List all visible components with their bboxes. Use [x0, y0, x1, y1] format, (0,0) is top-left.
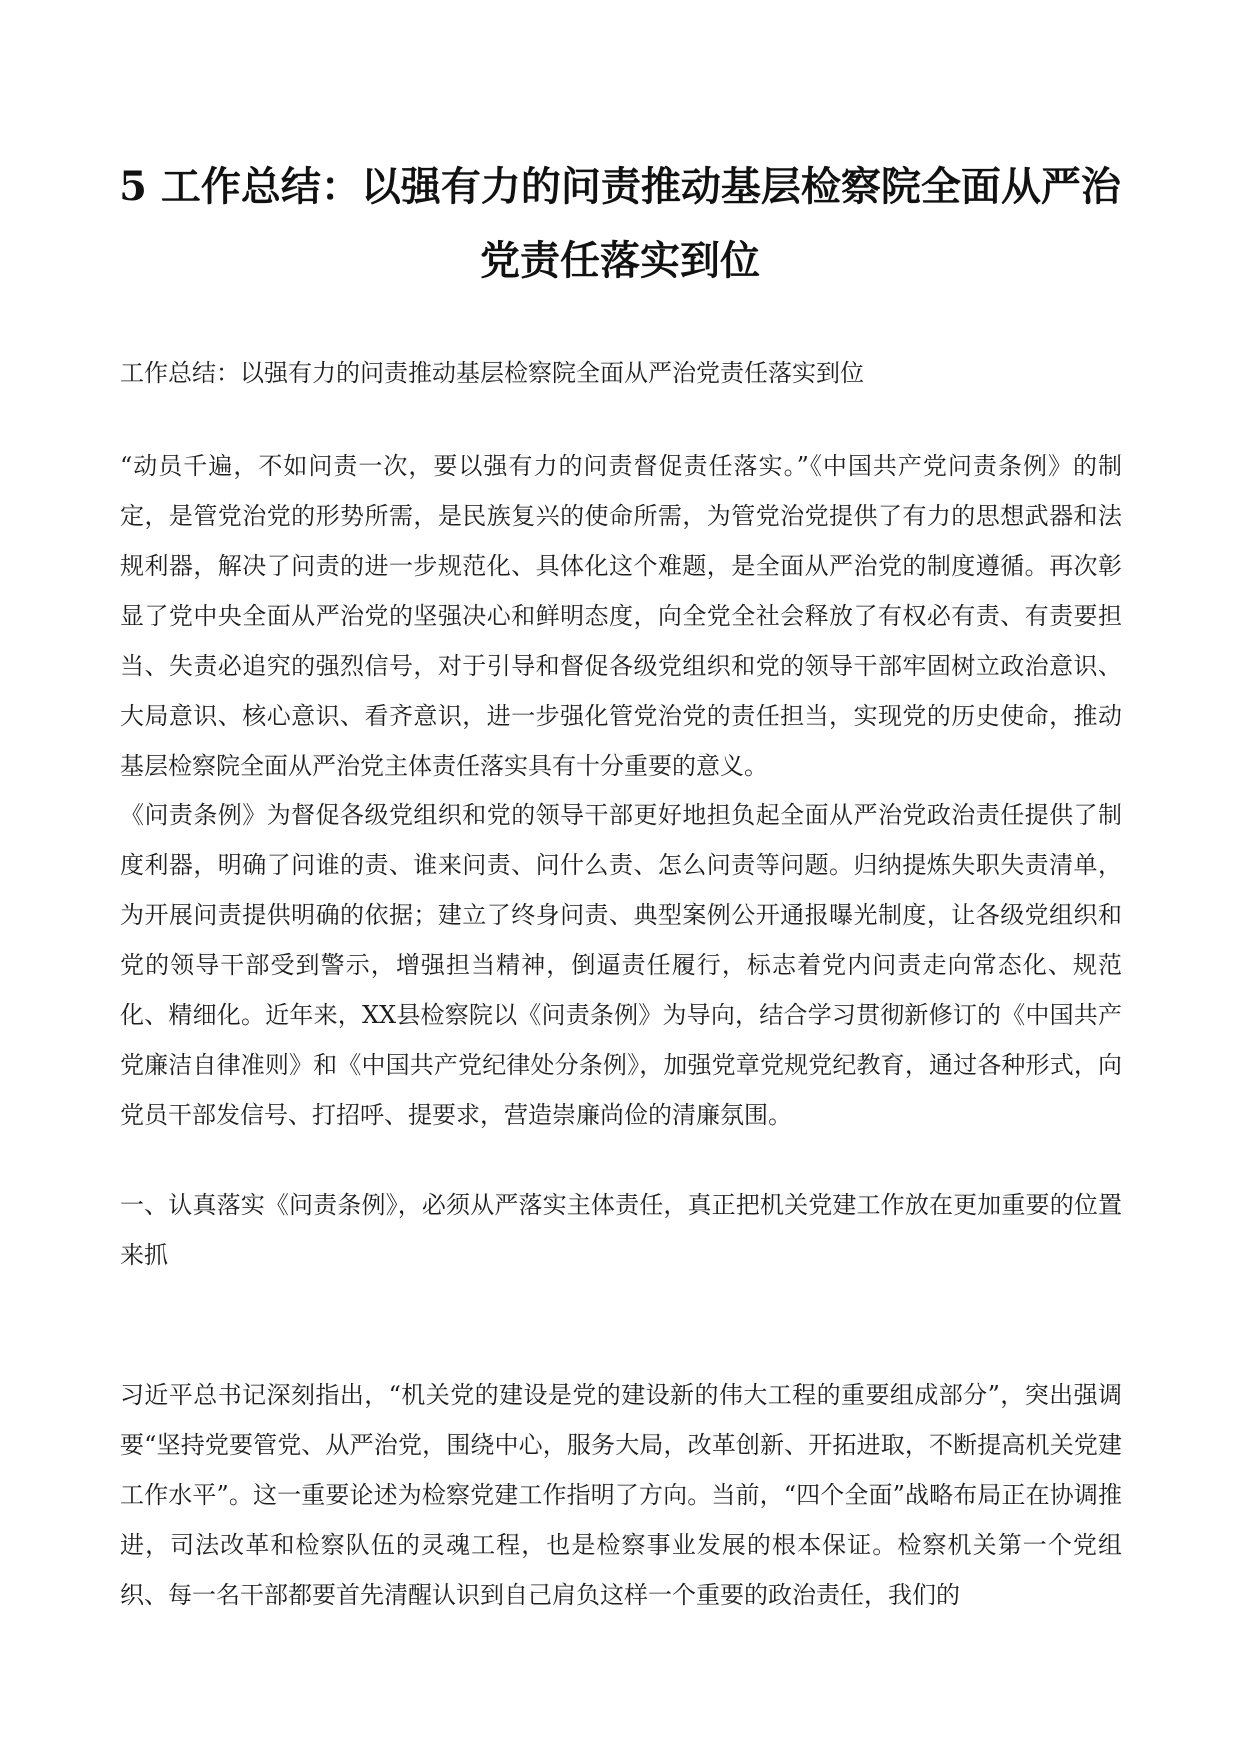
document-title: 5 工作总结：以强有力的问责推动基层检察院全面从严治党责任落实到位	[119, 163, 1121, 284]
paragraph-regulations: 《问责条例》为督促各级党组织和党的领导干部更好地担负起全面从严治党政治责任提供了制度利器，明确了问谁的责、谁来问责、问什么责、怎么问责等问题。归纳提炼失职失责清单，为开展问责提供明确的依据；建立了终身问责、典型案例公开通报曝光制度，让各级党组织和党的领导干部受到警示，增强担当精神，倒逼责任履行，标志着党内问责走向常态化、规范化、精细化。近年来，XX县检察院以《问责条例》为导向，结合学习贯彻新修订的《中国共产党廉洁自律准则》和《中国共产党纪律处分条例》，加强党章党规党纪教育，通过各种形式，向党员干部发信号、打招呼、提要求，营造崇廉尚俭的清廉氛围。	[120, 801, 1122, 1129]
paragraph-intro: “动员千遍，不如问责一次，要以强有力的问责督促责任落实。”《中国共产党问责条例》的制定，是管党治党的形势所需，是民族复兴的使命所需，为管党治党提供了有力的思想武器和法规利器，解决了问责的进一步规范化、具体化这个难题，是全面从严治党的制度遵循。再次彰显了党中央全面从严治党的坚强决心和鲜明态度，向全党全社会释放了有权必有责、有责要担当、失责必追究的强烈信号，对于引导和督促各级党组织和党的领导干部牢固树立政治意识、大局意识、核心意识、看齐意识，进一步强化管党治党的责任担当，实现党的历史使命，推动基层检察院全面从严治党主体责任落实具有十分重要的意义。	[120, 452, 1122, 780]
document-subtitle: 工作总结：以强有力的问责推动基层检察院全面从严治党责任落实到位	[120, 359, 864, 387]
paragraph-party-building: 习近平总书记深刻指出，“机关党的建设是党的建设新的伟大工程的重要组成部分”，突出强调要“坚持党要管党、从严治党，围绕中心，服务大局，改革创新、开拓进取，不断提高机关党建工作水平”。这一重要论述为检察党建工作指明了方向。当前，“四个全面”战略布局正在协调推进，司法改革和检察队伍的灵魂工程，也是检察事业发展的根本保证。检察机关第一个党组织、每一名干部都要首先清醒认识到自己肩负这样一个重要的政治责任，我们的	[120, 1381, 1122, 1609]
section-heading-1: 一、认真落实《问责条例》，必须从严落实主体责任，真正把机关党建工作放在更加重要的位置来抓	[120, 1191, 1122, 1269]
